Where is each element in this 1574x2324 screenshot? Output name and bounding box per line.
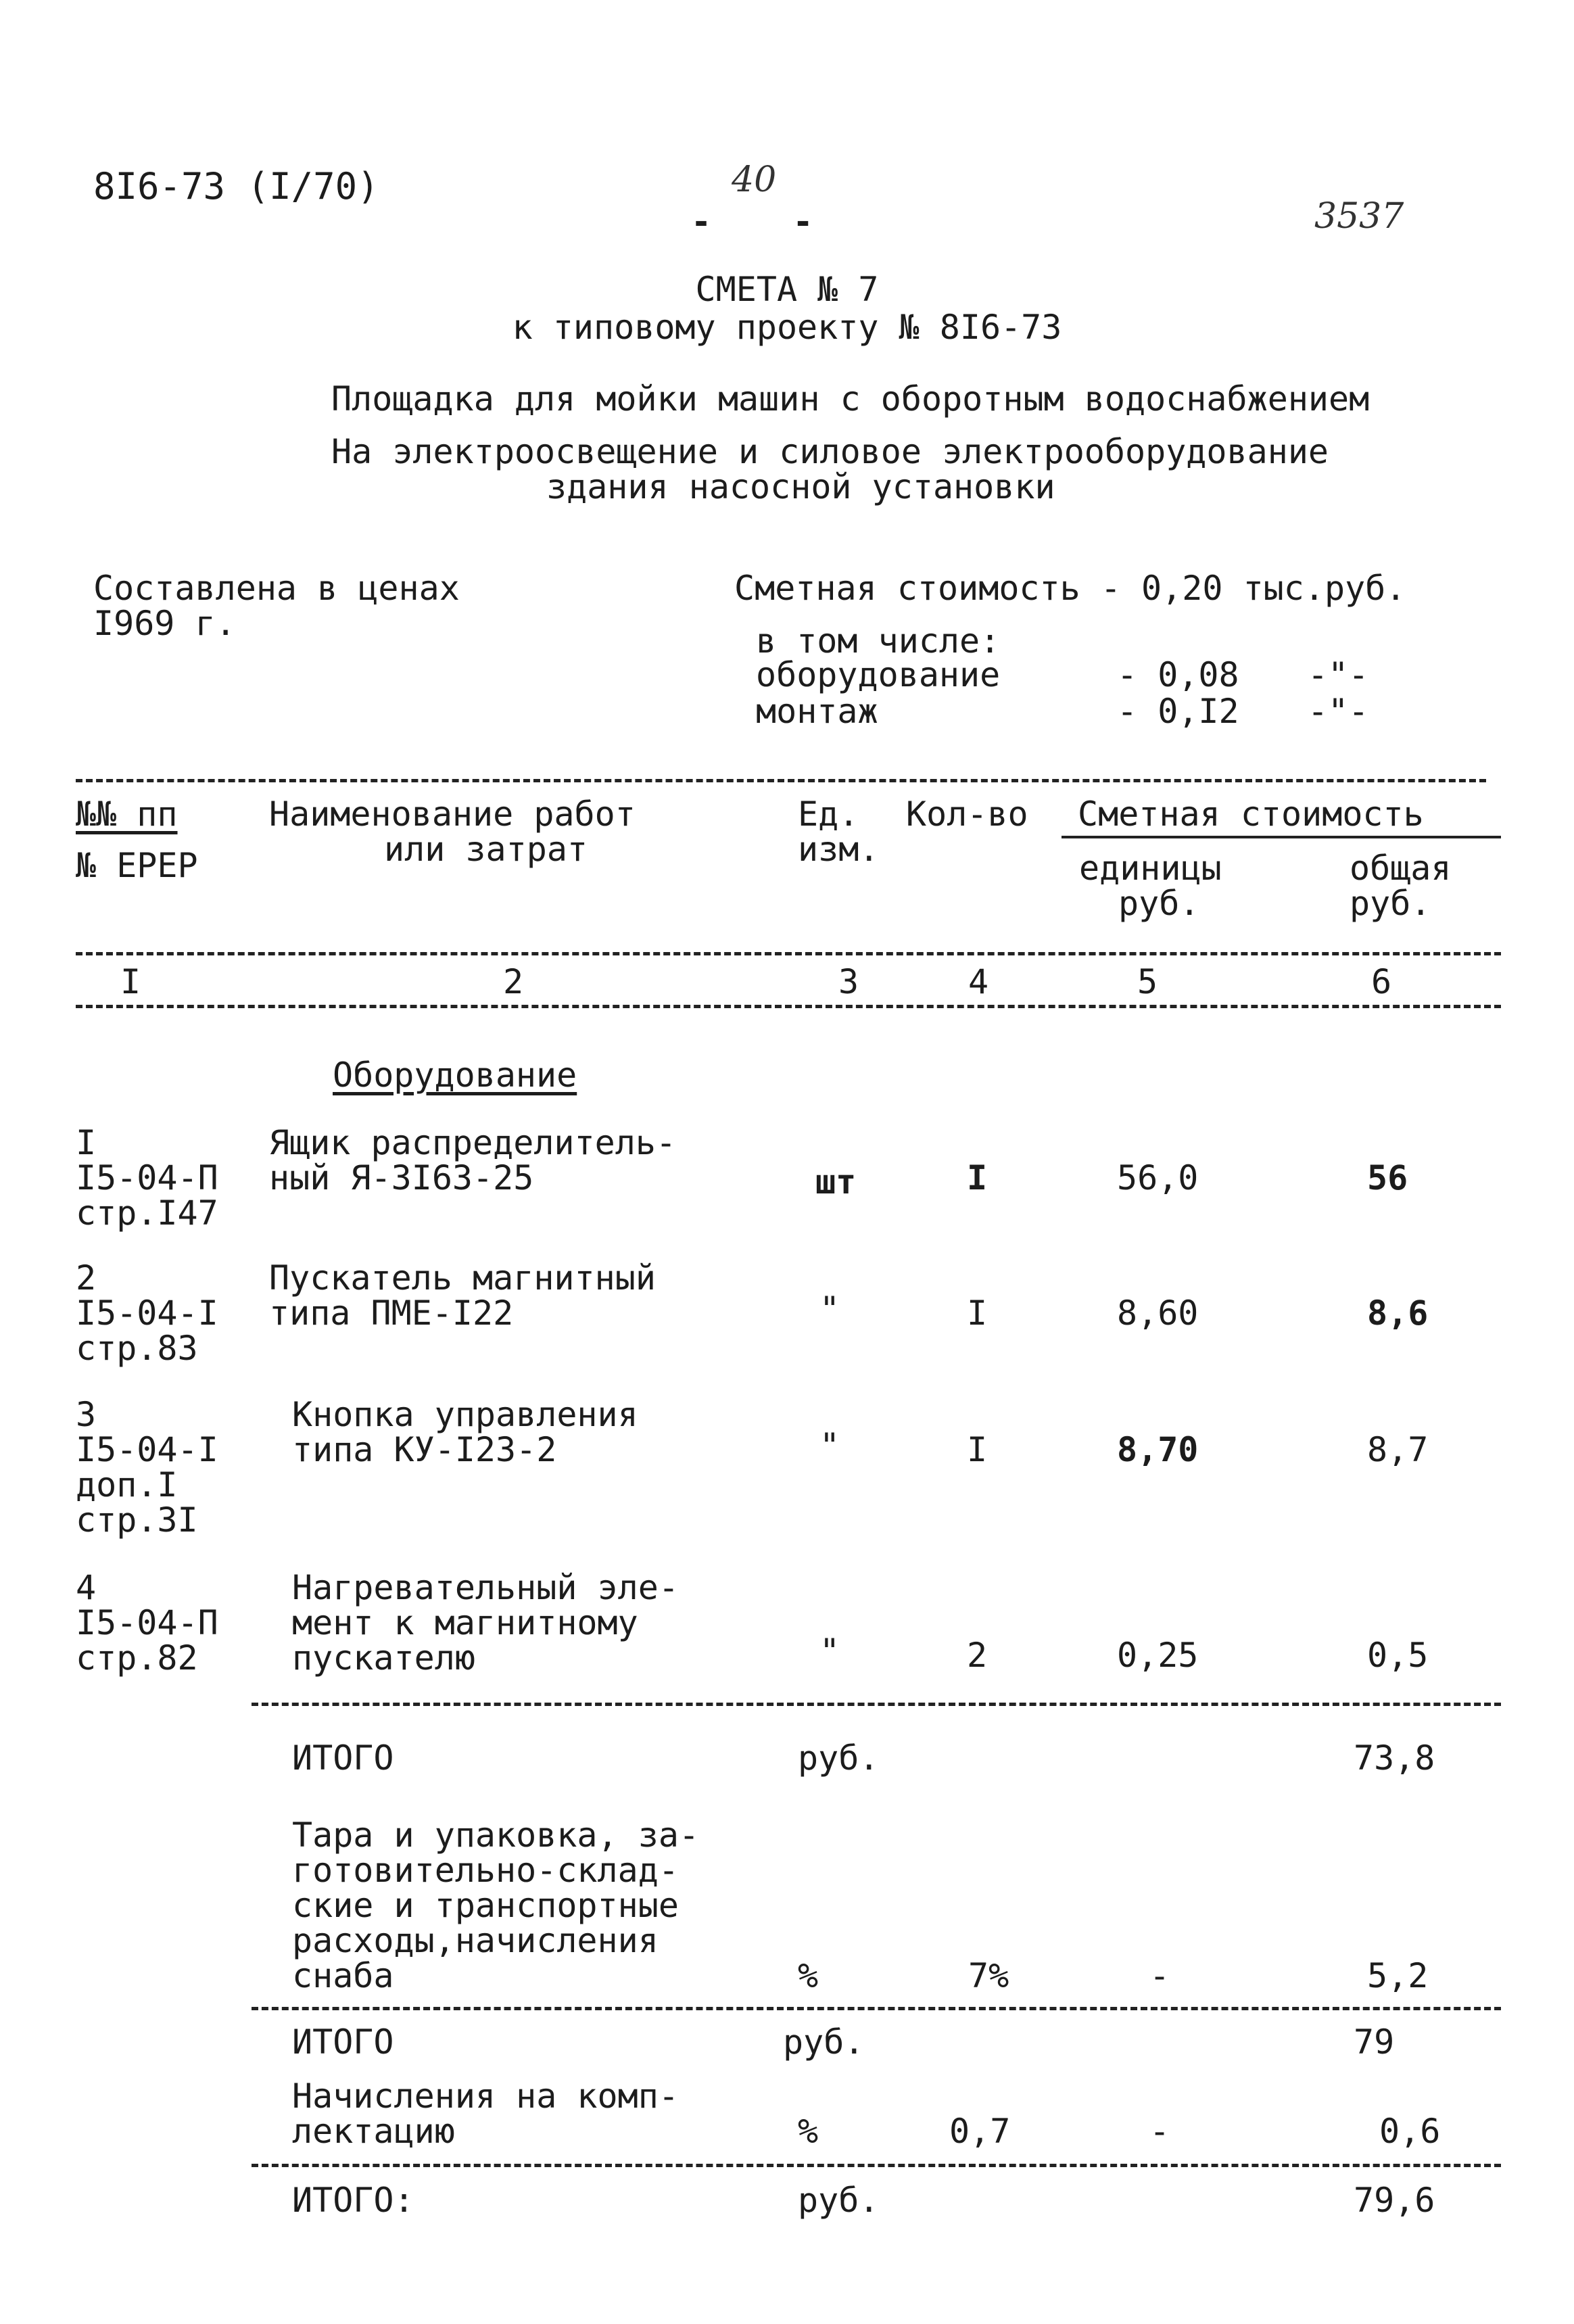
packaging-total: 5,2 [1367, 1956, 1429, 1995]
including-label: в том числе: [756, 621, 1001, 661]
procurement-label: Начисления на комп- [292, 2077, 679, 2116]
row-3-num: 3 [76, 1395, 97, 1434]
packaging-rate: 7% [968, 1956, 1009, 1995]
row-1-total: 56 [1367, 1158, 1408, 1197]
project-reference: к типовому проекту № 8I6-73 [512, 308, 1062, 347]
total-2-unit: руб. [783, 2022, 865, 2062]
subtotal-rule-1 [252, 1703, 1501, 1706]
total-1-value: 73,8 [1354, 1738, 1435, 1778]
column-numbers-top-rule [76, 952, 1501, 955]
row-2-unit: " [819, 1289, 840, 1329]
mounting-unit: -"- [1308, 692, 1369, 731]
row-2-name: Пускатель магнитный [269, 1258, 656, 1298]
estimate-subject-cont: здания насосной установки [546, 467, 1055, 506]
row-1-name-cont: ный Я-3I63-25 [269, 1158, 534, 1197]
page-number-dashes: - - [691, 202, 813, 241]
col-number-header: №№ пп [76, 795, 178, 834]
grand-total-rule [252, 2164, 1501, 2167]
row-4-num: 4 [76, 1568, 97, 1607]
col-name-header: Наименование работ [269, 795, 636, 834]
packaging-label-4: расходы,начисления [292, 1921, 659, 1960]
estimated-cost: Сметная стоимость - 0,20 тыс.руб. [734, 569, 1406, 608]
row-4-name: Нагревательный эле- [292, 1568, 679, 1607]
row-4-unit: " [819, 1632, 840, 1671]
procurement-unit: % [798, 2112, 819, 2151]
total-1-label: ИТОГО [292, 1738, 394, 1778]
object-name: Площадка для мойки машин с оборотным водоснабжением [331, 379, 1370, 419]
estimate-title: СМЕТА № 7 [695, 270, 879, 309]
grand-total-label: ИТОГО: [292, 2181, 414, 2220]
col-unit-price-header-cont: руб. [1118, 884, 1200, 923]
col-erep-header: № ЕРЕР [76, 846, 198, 885]
equipment-unit: -"- [1308, 655, 1369, 694]
row-2-price: 8,60 [1117, 1294, 1199, 1333]
row-4-name-cont2: пускателю [292, 1638, 475, 1678]
row-3-addendum: доп.I [76, 1465, 178, 1504]
col-num-5: 5 [1137, 962, 1158, 1001]
equipment-label: оборудование [756, 655, 1001, 694]
archive-number: 3537 [1314, 196, 1404, 237]
section-title: Оборудование [333, 1056, 577, 1095]
row-3-price: 8,70 [1117, 1430, 1199, 1469]
col-unit-header-cont: изм. [798, 830, 880, 869]
row-2-name-cont: типа ПМЕ-I22 [269, 1294, 514, 1333]
total-2-label: ИТОГО [292, 2022, 394, 2062]
estimate-subject: На электроосвещение и силовое электрооборудование [331, 432, 1329, 471]
row-1-qty: I [967, 1158, 988, 1197]
row-2-num: 2 [76, 1258, 97, 1298]
total-1-unit: руб. [798, 1738, 880, 1778]
page-number: 40 [732, 160, 777, 200]
row-4-qty: 2 [967, 1636, 988, 1675]
row-3-name-cont: типа КУ-I23-2 [292, 1430, 557, 1469]
table-top-rule [76, 779, 1486, 782]
packaging-label-5: снаба [292, 1956, 394, 1995]
total-2-value: 79 [1354, 2022, 1395, 2062]
packaging-price: - [1149, 1956, 1170, 1995]
col-total-header: общая [1350, 849, 1452, 888]
row-3-page: стр.3I [76, 1500, 198, 1540]
row-3-unit: " [819, 1426, 840, 1465]
column-numbers-bottom-rule [76, 1005, 1501, 1008]
row-1-price: 56,0 [1117, 1158, 1199, 1197]
row-2-qty: I [967, 1294, 988, 1333]
row-2-total: 8,6 [1367, 1294, 1429, 1333]
row-3-name: Кнопка управления [292, 1395, 638, 1434]
col-unit-header: Ед. [798, 795, 859, 834]
row-2-erep: I5-04-I [76, 1294, 218, 1333]
row-1-name: Ящик распределитель- [269, 1123, 677, 1162]
col-num-2: 2 [503, 962, 524, 1001]
cost-group-header: Сметная стоимость [1078, 795, 1424, 834]
row-4-name-cont: мент к магнитному [292, 1603, 638, 1642]
cost-group-underline [1062, 836, 1501, 838]
packaging-label: Тара и упаковка, за- [292, 1816, 700, 1855]
document-code: 8I6-73 (I/70) [93, 165, 379, 208]
col-num-1: I [120, 962, 141, 1001]
mounting-label: монтаж [756, 692, 878, 731]
procurement-label-2: лектацию [292, 2112, 455, 2151]
prices-year: I969 г. [93, 604, 236, 643]
grand-total-unit: руб. [798, 2181, 880, 2220]
row-1-page: стр.I47 [76, 1193, 218, 1233]
equipment-value: - 0,08 [1117, 655, 1239, 694]
prices-label: Составлена в ценах [93, 569, 460, 608]
procurement-price: - [1149, 2112, 1170, 2151]
col-name-header-cont: или затрат [384, 830, 588, 869]
col-num-3: 3 [838, 962, 859, 1001]
col-num-6: 6 [1371, 962, 1392, 1001]
col-num-4: 4 [968, 962, 989, 1001]
col-qty-header: Кол-во [906, 795, 1028, 834]
row-4-price: 0,25 [1117, 1636, 1199, 1675]
subtotal-rule-2 [252, 2007, 1501, 2010]
packaging-label-3: ские и транспортные [292, 1886, 679, 1925]
col-unit-price-header: единицы [1079, 849, 1222, 888]
row-2-page: стр.83 [76, 1329, 198, 1368]
procurement-rate: 0,7 [949, 2112, 1011, 2151]
packaging-label-2: готовительно-склад- [292, 1851, 679, 1890]
mounting-value: - 0,I2 [1117, 692, 1239, 731]
row-1-num: I [76, 1123, 97, 1162]
row-3-erep: I5-04-I [76, 1430, 218, 1469]
grand-total-value: 79,6 [1354, 2181, 1435, 2220]
row-4-erep: I5-04-П [76, 1603, 218, 1642]
row-1-erep: I5-04-П [76, 1158, 218, 1197]
packaging-unit: % [798, 1956, 819, 1995]
row-1-unit: шт [815, 1162, 857, 1202]
procurement-total: 0,6 [1379, 2112, 1441, 2151]
row-3-qty: I [967, 1430, 988, 1469]
col-total-header-cont: руб. [1350, 884, 1431, 923]
row-4-total: 0,5 [1367, 1636, 1429, 1675]
row-4-page: стр.82 [76, 1638, 198, 1678]
row-3-total: 8,7 [1367, 1430, 1429, 1469]
